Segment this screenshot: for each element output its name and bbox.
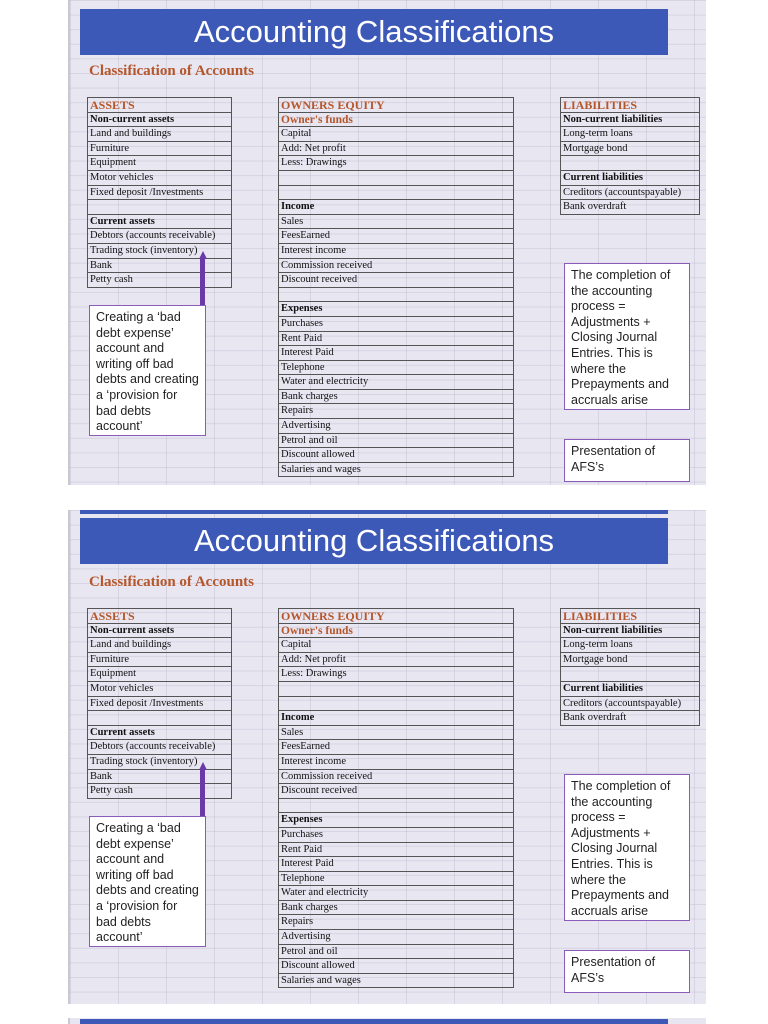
- table-row: Long-term loans: [561, 638, 699, 653]
- table-row: Owner's funds: [279, 113, 513, 128]
- table-row: Creditors (accountspayable): [561, 697, 699, 712]
- presentation-note: Presentation of AFS’s: [564, 439, 690, 482]
- slide-subtitle: Classification of Accounts: [89, 63, 254, 79]
- table-row: [561, 667, 699, 682]
- table-row: Advertising: [279, 930, 513, 945]
- table-row: Commission received: [279, 259, 513, 274]
- presentation-note: Presentation of AFS’s: [564, 950, 690, 993]
- table-row: Current assets: [88, 726, 231, 741]
- table-row: Income: [279, 711, 513, 726]
- table-row: [279, 799, 513, 814]
- table-row: Discount received: [279, 784, 513, 799]
- table-row: Current liabilities: [561, 682, 699, 697]
- table-row: FeesEarned: [279, 229, 513, 244]
- slide-title: Accounting Classifications: [80, 9, 668, 55]
- completion-note: The completion of the accounting process = Adjustments + Closing Journal Entries. This is where the Prepayments and accruals arise: [564, 774, 690, 921]
- slide-title: Accounting Classifications: [80, 518, 668, 564]
- table-row: Non-current assets: [88, 624, 231, 639]
- table-row: Trading stock (inventory): [88, 755, 231, 770]
- table-row: Commission received: [279, 770, 513, 785]
- table-row: Interest Paid: [279, 346, 513, 361]
- bad-debts-note: Creating a ‘bad debt expense’ account and writing off bad debts and creating a ‘provision for bad debts account’: [89, 816, 206, 947]
- table-row: Telephone: [279, 361, 513, 376]
- table-row: Salaries and wages: [279, 463, 513, 478]
- table-row: Fixed deposit /Investments: [88, 186, 231, 201]
- table-row: Bank charges: [279, 390, 513, 405]
- table-row: [279, 697, 513, 712]
- table-row: Purchases: [279, 317, 513, 332]
- liabilities-header: LIABILITIES: [561, 609, 699, 624]
- table-row: Equipment: [88, 667, 231, 682]
- table-row: [88, 200, 231, 215]
- slide-1: [68, 0, 706, 485]
- assets-header: ASSETS: [88, 609, 231, 624]
- arrow-head: [199, 762, 207, 770]
- table-row: [561, 156, 699, 171]
- table-row: Sales: [279, 215, 513, 230]
- table-row: [279, 171, 513, 186]
- assets-column: [87, 97, 232, 288]
- slide-gap: [0, 1004, 768, 1018]
- table-row: FeesEarned: [279, 740, 513, 755]
- table-row: Discount received: [279, 273, 513, 288]
- table-row: Add: Net profit: [279, 142, 513, 157]
- table-row: Petty cash: [88, 784, 231, 799]
- liabilities-column: [560, 97, 700, 215]
- table-row: Petrol and oil: [279, 434, 513, 449]
- table-row: Mortgage bond: [561, 142, 699, 157]
- table-row: Rent Paid: [279, 843, 513, 858]
- equity-rows: [279, 624, 513, 989]
- table-row: Motor vehicles: [88, 682, 231, 697]
- table-row: Telephone: [279, 872, 513, 887]
- liabilities-rows: [561, 624, 699, 726]
- table-row: Discount allowed: [279, 959, 513, 974]
- arrow-head: [199, 251, 207, 259]
- table-row: Non-current liabilities: [561, 624, 699, 639]
- table-row: Current liabilities: [561, 171, 699, 186]
- bad-debts-note: Creating a ‘bad debt expense’ account and writing off bad debts and creating a ‘provision for bad debts account’: [89, 305, 206, 436]
- equity-header: OWNERS EQUITY: [279, 98, 513, 113]
- table-row: Sales: [279, 726, 513, 741]
- table-row: Furniture: [88, 653, 231, 668]
- table-row: Income: [279, 200, 513, 215]
- equity-column: [278, 608, 514, 988]
- table-row: Bank: [88, 259, 231, 274]
- table-row: Repairs: [279, 915, 513, 930]
- table-row: Salaries and wages: [279, 974, 513, 989]
- table-row: Trading stock (inventory): [88, 244, 231, 259]
- table-row: Land and buildings: [88, 127, 231, 142]
- table-row: Water and electricity: [279, 886, 513, 901]
- table-row: Non-current assets: [88, 113, 231, 128]
- table-row: [88, 711, 231, 726]
- table-row: Long-term loans: [561, 127, 699, 142]
- assets-rows: [88, 113, 231, 288]
- table-row: Interest income: [279, 755, 513, 770]
- slide-top-bar: [80, 510, 668, 514]
- equity-rows: [279, 113, 513, 478]
- assets-header: ASSETS: [88, 98, 231, 113]
- table-row: [279, 186, 513, 201]
- table-row: Expenses: [279, 813, 513, 828]
- equity-column: [278, 97, 514, 477]
- table-row: Capital: [279, 127, 513, 142]
- table-row: Expenses: [279, 302, 513, 317]
- table-row: [279, 682, 513, 697]
- table-row: Purchases: [279, 828, 513, 843]
- table-row: Bank: [88, 770, 231, 785]
- table-row: Non-current liabilities: [561, 113, 699, 128]
- table-row: Furniture: [88, 142, 231, 157]
- table-row: Interest Paid: [279, 857, 513, 872]
- table-row: Land and buildings: [88, 638, 231, 653]
- liabilities-rows: [561, 113, 699, 215]
- table-row: Creditors (accountspayable): [561, 186, 699, 201]
- table-row: [279, 288, 513, 303]
- completion-note: The completion of the accounting process = Adjustments + Closing Journal Entries. This is where the Prepayments and accruals arise: [564, 263, 690, 410]
- table-row: Equipment: [88, 156, 231, 171]
- liabilities-column: [560, 608, 700, 726]
- table-row: Advertising: [279, 419, 513, 434]
- assets-rows: [88, 624, 231, 799]
- table-row: Less: Drawings: [279, 667, 513, 682]
- table-row: Motor vehicles: [88, 171, 231, 186]
- table-row: Fixed deposit /Investments: [88, 697, 231, 712]
- table-row: Water and electricity: [279, 375, 513, 390]
- slide-subtitle: Classification of Accounts: [89, 574, 254, 590]
- table-row: Less: Drawings: [279, 156, 513, 171]
- table-row: Add: Net profit: [279, 653, 513, 668]
- slide-2: [68, 510, 706, 1004]
- table-row: Owner's funds: [279, 624, 513, 639]
- table-row: Debtors (accounts receivable): [88, 740, 231, 755]
- table-row: Repairs: [279, 404, 513, 419]
- table-row: Discount allowed: [279, 448, 513, 463]
- table-row: Current assets: [88, 215, 231, 230]
- liabilities-header: LIABILITIES: [561, 98, 699, 113]
- table-row: Capital: [279, 638, 513, 653]
- table-row: Interest income: [279, 244, 513, 259]
- table-row: Mortgage bond: [561, 653, 699, 668]
- slide-gap: [0, 494, 768, 510]
- table-row: Petty cash: [88, 273, 231, 288]
- equity-header: OWNERS EQUITY: [279, 609, 513, 624]
- next-slide-edge: [68, 1018, 706, 1024]
- table-row: Bank overdraft: [561, 200, 699, 215]
- table-row: Debtors (accounts receivable): [88, 229, 231, 244]
- assets-column: [87, 608, 232, 799]
- table-row: Rent Paid: [279, 332, 513, 347]
- table-row: Petrol and oil: [279, 945, 513, 960]
- table-row: Bank overdraft: [561, 711, 699, 726]
- table-row: Bank charges: [279, 901, 513, 916]
